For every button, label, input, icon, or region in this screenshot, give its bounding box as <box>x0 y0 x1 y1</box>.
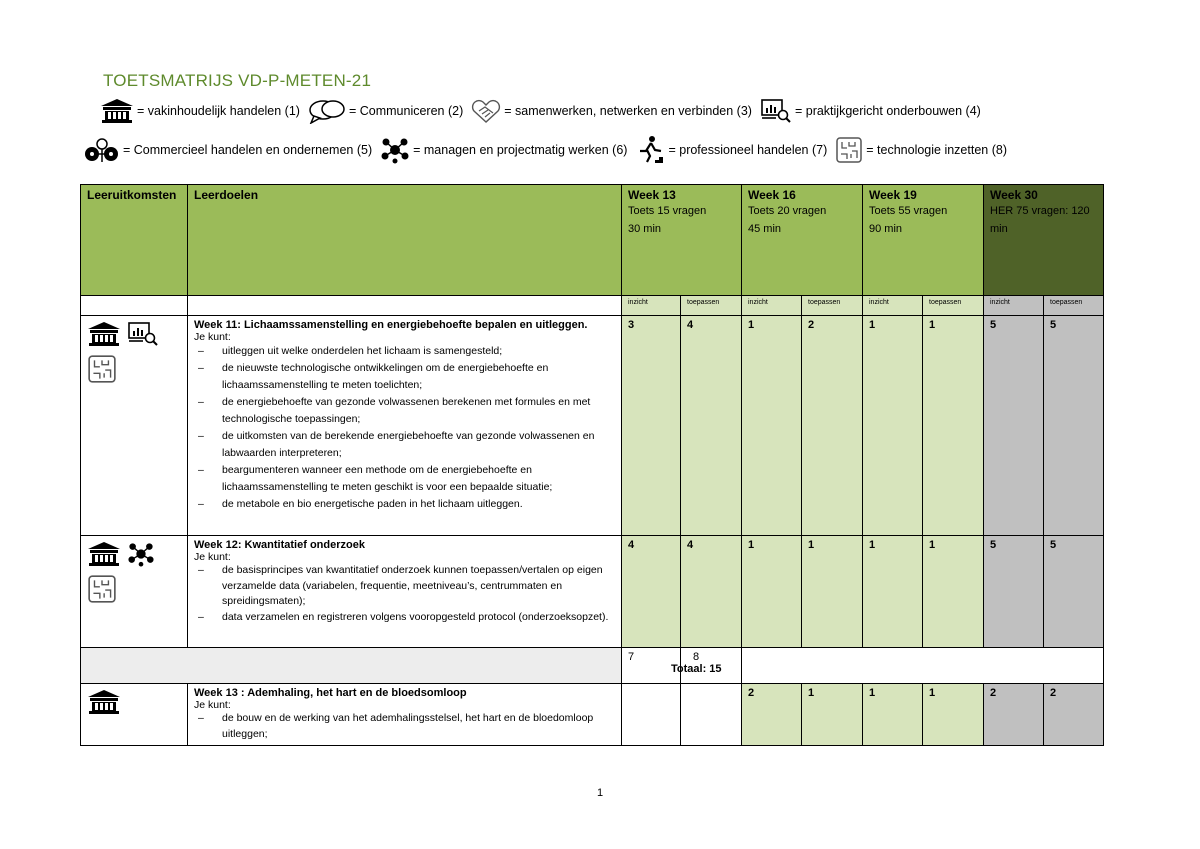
bank-icon <box>87 689 121 718</box>
subheader-toepassen: toepassen <box>923 296 984 316</box>
goal-list <box>194 343 615 513</box>
goal-intro: Je kunt: <box>194 551 231 563</box>
list-item: – de metabole en bio energetische paden in het lichaam uitleggen. <box>194 496 615 513</box>
chart-magnifier-icon <box>127 321 159 350</box>
header-row <box>81 185 1104 296</box>
subheader-inzicht: inzicht <box>622 296 681 316</box>
subheader-inzicht: inzicht <box>742 296 802 316</box>
legend-text-technologie: = technologie inzetten (8) <box>866 143 1007 157</box>
list-item: – de basisprincipes van kwantitatief onderzoek kunnen toepassen/vertalen op eigen verzamelde data (variabelen, frequentie, meetniveau’s, centrummaten en spreidingsmaten); <box>194 563 615 610</box>
value-cell: 4 <box>622 536 681 648</box>
manager-network-icon <box>127 541 155 570</box>
circuit-icon <box>87 574 117 607</box>
list-item: – de nieuwste technologische ontwikkelingen om de energiebehoefte en lichaamssamenstelling te meten toelichten; <box>194 360 615 394</box>
legend-text-managen: = managen en projectmatig werken (6) <box>413 143 628 157</box>
subheader-toepassen: toepassen <box>1044 296 1104 316</box>
goal-intro: Je kunt: <box>194 699 231 711</box>
list-item: – uitleggen uit welke onderdelen het lichaam is samengesteld; <box>194 343 615 360</box>
subheader-row <box>81 296 1104 316</box>
value-cell: 1 <box>863 536 923 648</box>
value-cell: 1 <box>863 316 923 536</box>
page-number: 1 <box>596 787 604 799</box>
value-cell: 2 <box>802 316 863 536</box>
leeruitkomsten-cell <box>81 684 188 746</box>
subheader-toepassen: toepassen <box>802 296 863 316</box>
goal-title: Week 13 : Ademhaling, het hart en de bloedsomloop <box>194 687 467 699</box>
list-item: – beargumenteren wanneer een methode om de energiebehoefte en lichaamssamenstelling te meten geschikt is voor een bepaalde situatie; <box>194 462 615 496</box>
value-cell: 1 <box>802 536 863 648</box>
bank-icon <box>87 541 121 570</box>
value-cell: 1 <box>923 536 984 648</box>
value-cell: 1 <box>802 684 863 746</box>
running-stairs-icon <box>635 135 665 165</box>
value-cell: 5 <box>1044 536 1104 648</box>
header-week-19: Week 19 Toets 55 vragen 90 min <box>863 185 984 296</box>
value-cell: 4 <box>681 316 742 536</box>
chart-magnifier-icon <box>760 98 792 124</box>
goal-intro: Je kunt: <box>194 331 231 343</box>
subheader-empty-2 <box>188 296 622 316</box>
subtotal-label-cell <box>81 648 622 684</box>
toetsmatrijs-table <box>80 184 1104 746</box>
subheader-empty-1 <box>81 296 188 316</box>
bank-icon <box>87 321 121 350</box>
value-cell: 4 <box>681 536 742 648</box>
value-cell: 5 <box>1044 316 1104 536</box>
subtotal-empty <box>742 648 1104 684</box>
money-bags-icon <box>84 136 120 164</box>
value-cell: 2 <box>984 684 1044 746</box>
goal-list <box>194 711 615 742</box>
goal-title: Week 11: Lichaamssamenstelling en energiebehoefte bepalen en uitleggen. <box>194 319 588 331</box>
subheader-inzicht: inzicht <box>984 296 1044 316</box>
list-item: – de uitkomsten van de berekende energiebehoefte van gezonde volwassenen en labwaarden interpreteren; <box>194 428 615 462</box>
value-cell <box>681 684 742 746</box>
legend-line-1 <box>84 98 983 124</box>
value-cell: 1 <box>923 684 984 746</box>
value-cell: 5 <box>984 316 1044 536</box>
legend-line-2 <box>84 135 1009 165</box>
list-item: – de energiebehoefte van gezonde volwassenen berekenen met formules en met technologische toepassingen; <box>194 394 615 428</box>
leeruitkomsten-cell <box>81 316 188 536</box>
subtotal-row <box>81 648 1104 684</box>
circuit-icon <box>87 354 117 387</box>
value-cell: 1 <box>742 536 802 648</box>
list-item: – de bouw en de werking van het ademhalingsstelsel, het hart en de bloedomloop uitleggen; <box>194 711 615 742</box>
goal-list <box>194 563 615 625</box>
document-title: TOETSMATRIJS VD-P-METEN-21 <box>103 71 372 90</box>
value-cell: 3 <box>622 316 681 536</box>
legend-text-professioneel: = professioneel handelen (7) <box>668 143 828 157</box>
subtotal-total: Totaal: 15 <box>671 663 722 675</box>
subheader-toepassen: toepassen <box>681 296 742 316</box>
manager-network-icon <box>380 136 410 164</box>
value-cell: 1 <box>863 684 923 746</box>
speech-bubble-icon <box>308 98 346 124</box>
subtotal-inzicht: 7 <box>622 648 681 684</box>
table-row <box>81 316 1104 536</box>
header-week-13: Week 13 Toets 15 vragen 30 min <box>622 185 742 296</box>
header-leeruitkomsten: Leeruitkomsten <box>81 185 188 296</box>
value-cell: 2 <box>1044 684 1104 746</box>
legend-text-communiceren: = Communiceren (2) <box>348 104 464 118</box>
legend-text-commercieel: = Commercieel handelen en ondernemen (5) <box>123 143 373 157</box>
circuit-icon <box>835 136 863 164</box>
leerdoelen-cell <box>188 316 622 536</box>
value-cell <box>622 684 681 746</box>
value-cell: 1 <box>742 316 802 536</box>
value-cell: 1 <box>923 316 984 536</box>
header-week-30: Week 30 HER 75 vragen: 120 min <box>984 185 1104 296</box>
legend-text-samenwerken: = samenwerken, netwerken en verbinden (3) <box>504 104 752 118</box>
subheader-inzicht: inzicht <box>863 296 923 316</box>
header-leerdoelen: Leerdoelen <box>188 185 622 296</box>
handshake-icon <box>471 98 501 124</box>
subtotal-toepassen: 8 Totaal: 15 <box>681 648 742 684</box>
leeruitkomsten-cell <box>81 536 188 648</box>
header-week-16: Week 16 Toets 20 vragen 45 min <box>742 185 863 296</box>
leerdoelen-cell <box>188 536 622 648</box>
leerdoelen-cell <box>188 684 622 746</box>
value-cell: 5 <box>984 536 1044 648</box>
table-row <box>81 684 1104 746</box>
legend-text-vakinhoudelijk: = vakinhoudelijk handelen (1) <box>137 104 300 118</box>
goal-title: Week 12: Kwantitatief onderzoek <box>194 539 365 551</box>
list-item: – data verzamelen en registreren volgens vooropgesteld protocol (onderzoeksopzet). <box>194 610 615 626</box>
table-row <box>81 536 1104 648</box>
value-cell: 2 <box>742 684 802 746</box>
legend-text-praktijkgericht: = praktijkgericht onderbouwen (4) <box>794 104 981 118</box>
bank-icon <box>100 98 134 124</box>
